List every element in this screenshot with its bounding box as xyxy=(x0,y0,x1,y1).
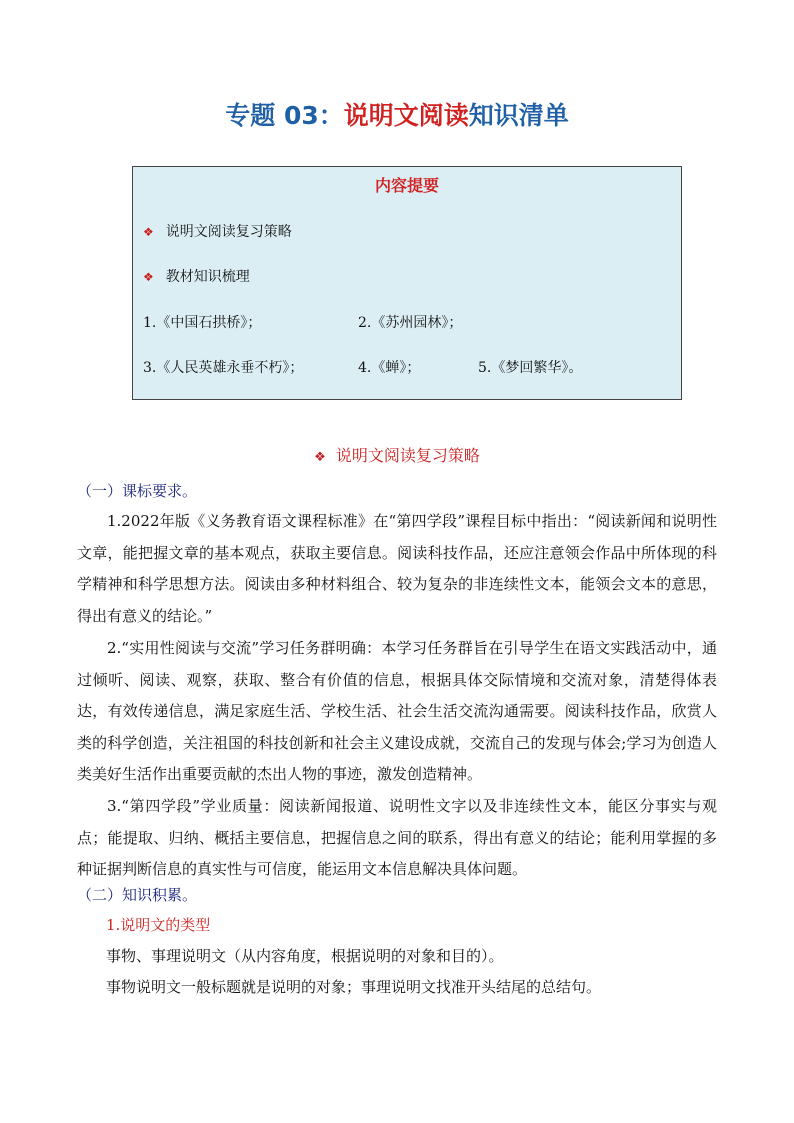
page-title xyxy=(0,96,794,132)
diamond-bullet-icon: ❖ xyxy=(314,450,326,465)
paragraph-2: 2.“实用性阅读与交流”学习任务群明确：本学习任务群旨在引导学生在语文实践活动中，通过倾听、阅读、观察，获取、整合有价值的信息，根据具体交际情境和交流对象，清楚得体表达，有效传递信息，满足家庭生活、学校生活、社会生活交流沟通需要。阅读科技作品，欣赏人类的科学创造，关注祖国的科技创新和社会主义建设成就，交流自己的发现与体会;学习为创造人类美好生活作出重要贡献的杰出人物的事迹，激发创造精神。 xyxy=(77,639,717,783)
bullet-label: 教材知识梳理 xyxy=(165,269,250,285)
subheading-knowledge: （二）知识积累。 xyxy=(77,886,198,904)
paragraph-3: 3.“第四学段”学业质量：阅读新闻报道、说明性文字以及非连续性文本，能区分事实与观点；能提取、归纳、概括主要信息，把握信息之间的联系，得出有意义的结论；能利用掌握的多种证据判断信息的真实性与可信度，能运用文本信息解决具体问题。 xyxy=(77,797,717,878)
text-item-3: 3.《人民英雄永垂不朽》； xyxy=(143,360,304,376)
title-prefix: 专题 xyxy=(225,101,276,130)
summary-bullet-textbook xyxy=(143,266,250,286)
summary-heading: 内容提要 xyxy=(374,176,439,195)
bullet-label: 说明文阅读复习策略 xyxy=(165,224,292,240)
subheading-curriculum: （一）课标要求。 xyxy=(77,482,198,500)
paragraph-1: 1.2022年版《义务教育语文课程标准》在“第四学段”课程目标中指出：“阅读新闻和说明性文章，能把握文章的基本观点，获取主要信息。阅读科技作品，还应注意领会作品中所体现的科学精神和科学思想方法。阅读由多种材料组合、较为复杂的非连续性文本，能领会文本的意思，得出有意义的结论。” xyxy=(77,512,717,625)
text-item-2: 2.《苏州园林》； xyxy=(358,315,463,331)
section-heading xyxy=(0,443,794,466)
text-item-5: 5.《梦回繁华》。 xyxy=(478,360,583,376)
title-number: 03： xyxy=(283,101,344,130)
text-line-2: 事物说明文一般标题就是说明的对象；事理说明文找准开头结尾的总结句。 xyxy=(106,978,602,996)
text-line-1: 事物、事理说明文（从内容角度，根据说明的对象和目的）。 xyxy=(106,947,504,965)
point-heading: 1.说明文的类型 xyxy=(106,916,211,934)
section-heading-label: 说明文阅读复习策略 xyxy=(335,446,480,465)
text-item-1: 1.《中国石拱桥》； xyxy=(143,315,262,331)
diamond-bullet-icon: ❖ xyxy=(143,225,154,239)
title-suffix: 知识清单 xyxy=(468,101,569,130)
diamond-bullet-icon: ❖ xyxy=(143,270,154,284)
title-topic: 说明文阅读 xyxy=(343,101,469,130)
summary-box xyxy=(132,166,682,400)
text-item-4: 4.《蝉》； xyxy=(358,360,421,376)
summary-bullet-strategy xyxy=(143,221,292,241)
